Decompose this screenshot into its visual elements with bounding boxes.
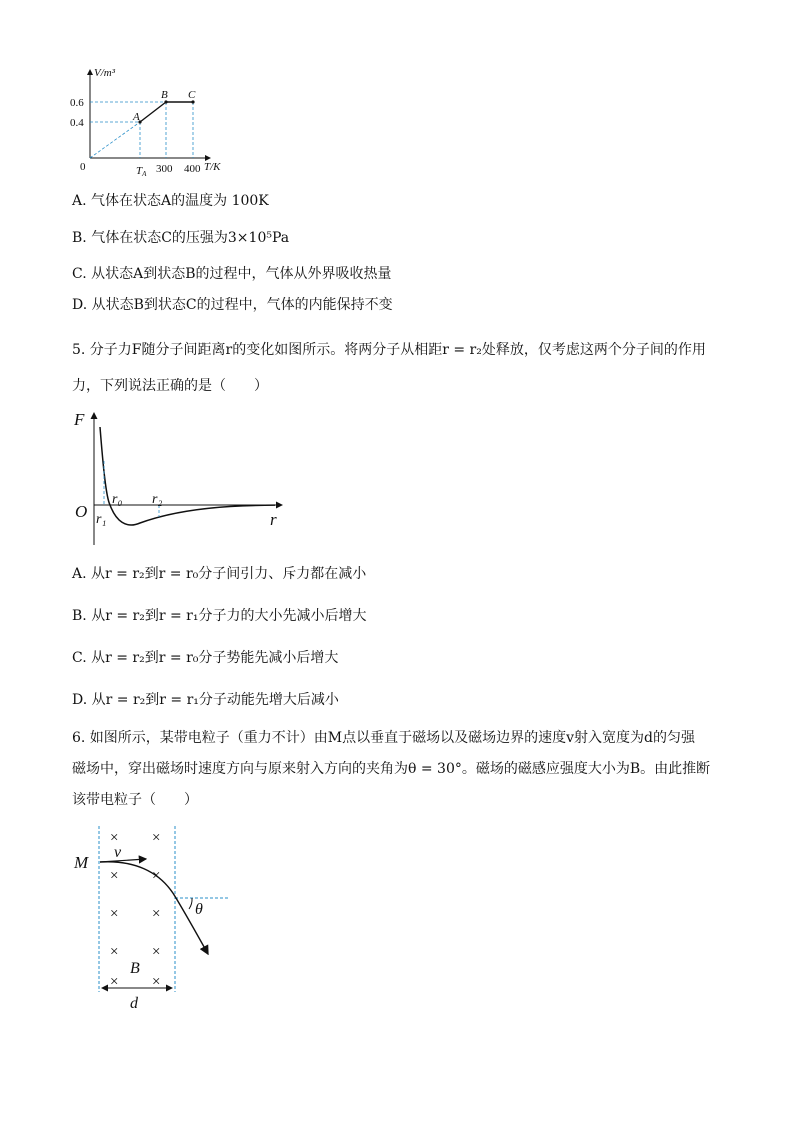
vt-graph	[66, 62, 236, 180]
q5-stem-line2: 力，下列说法正确的是（ ）	[72, 378, 268, 394]
svg-text:×: ×	[110, 944, 119, 960]
vt-origin: 0	[80, 161, 86, 173]
q5-option-b: B. 从r = r₂到r = r₁分子力的大小先减小后增大	[72, 608, 367, 624]
q5-option-c: C. 从r = r₂到r = r₀分子势能先减小后增大	[72, 650, 339, 666]
angle-arc	[189, 898, 192, 909]
vt-xtick-ta: TA	[136, 165, 147, 178]
q4-option-d: D. 从状态B到状态C的过程中，气体的内能保持不变	[72, 297, 393, 313]
field-b-label: B	[130, 960, 140, 977]
r0-label: r₀	[112, 492, 123, 507]
r-axis-label: r	[270, 510, 277, 529]
svg-text:×: ×	[152, 974, 161, 990]
vt-point-b: B	[161, 89, 168, 101]
theta-label: θ	[195, 901, 203, 918]
velocity-label: v	[114, 844, 122, 861]
q6-stem-line3: 该带电粒子（ ）	[72, 792, 198, 808]
q6-stem-line2: 磁场中，穿出磁场时速度方向与原来射入方向的夹角为θ = 30°。磁场的磁感应强度大小为B。由此推断	[72, 761, 711, 777]
vt-xtick-300: 300	[156, 163, 173, 175]
q5-stem-line1: 5. 分子力F随分子间距离r的变化如图所示。将两分子从相距r = r₂处释放，仅考虑这两个分子间的作用	[72, 342, 706, 358]
vt-ytick-04: 0.4	[70, 117, 84, 129]
q5-option-d: D. 从r = r₂到r = r₁分子动能先增大后减小	[72, 692, 339, 708]
vt-y-axis-label: V/m³	[94, 67, 116, 79]
q4-option-c: C. 从状态A到状态B的过程中，气体从外界吸收热量	[72, 266, 392, 282]
q5-option-a: A. 从r = r₂到r = r₀分子间引力、斥力都在减小	[72, 566, 367, 582]
vt-ytick-06: 0.6	[70, 97, 84, 109]
q4-option-b: B. 气体在状态C的压强为3×10⁵Pa	[72, 230, 290, 246]
svg-text:×: ×	[110, 868, 119, 884]
svg-text:×: ×	[110, 974, 119, 990]
vt-point-a: A	[133, 111, 140, 123]
guide-origin-a	[90, 122, 140, 158]
force-curve	[100, 427, 275, 525]
q4-option-a: A. 气体在状态A的温度为 100K	[72, 193, 269, 209]
svg-text:×: ×	[152, 944, 161, 960]
svg-text:×: ×	[152, 868, 161, 884]
r1-label: r₁	[96, 512, 107, 527]
r2-label: r₂	[152, 492, 163, 507]
width-d-label: d	[130, 995, 138, 1012]
vt-x-axis-label: T/K	[204, 161, 221, 173]
magnetic-field-diagram	[70, 822, 240, 1012]
svg-text:×: ×	[152, 906, 161, 922]
svg-text:×: ×	[152, 830, 161, 846]
vt-xtick-400: 400	[184, 163, 201, 175]
q6-stem-line1: 6. 如图所示，某带电粒子（重力不计）由M点以垂直于磁场以及磁场边界的速度v射入宽度为d的匀强	[72, 730, 696, 746]
origin-label: O	[75, 502, 88, 521]
force-distance-graph	[70, 405, 290, 550]
svg-text:×: ×	[110, 830, 119, 846]
svg-text:×: ×	[110, 906, 119, 922]
f-axis-label: F	[74, 410, 85, 429]
point-m-label: M	[74, 853, 89, 872]
process-ab	[140, 102, 166, 122]
vt-point-c: C	[188, 89, 196, 101]
